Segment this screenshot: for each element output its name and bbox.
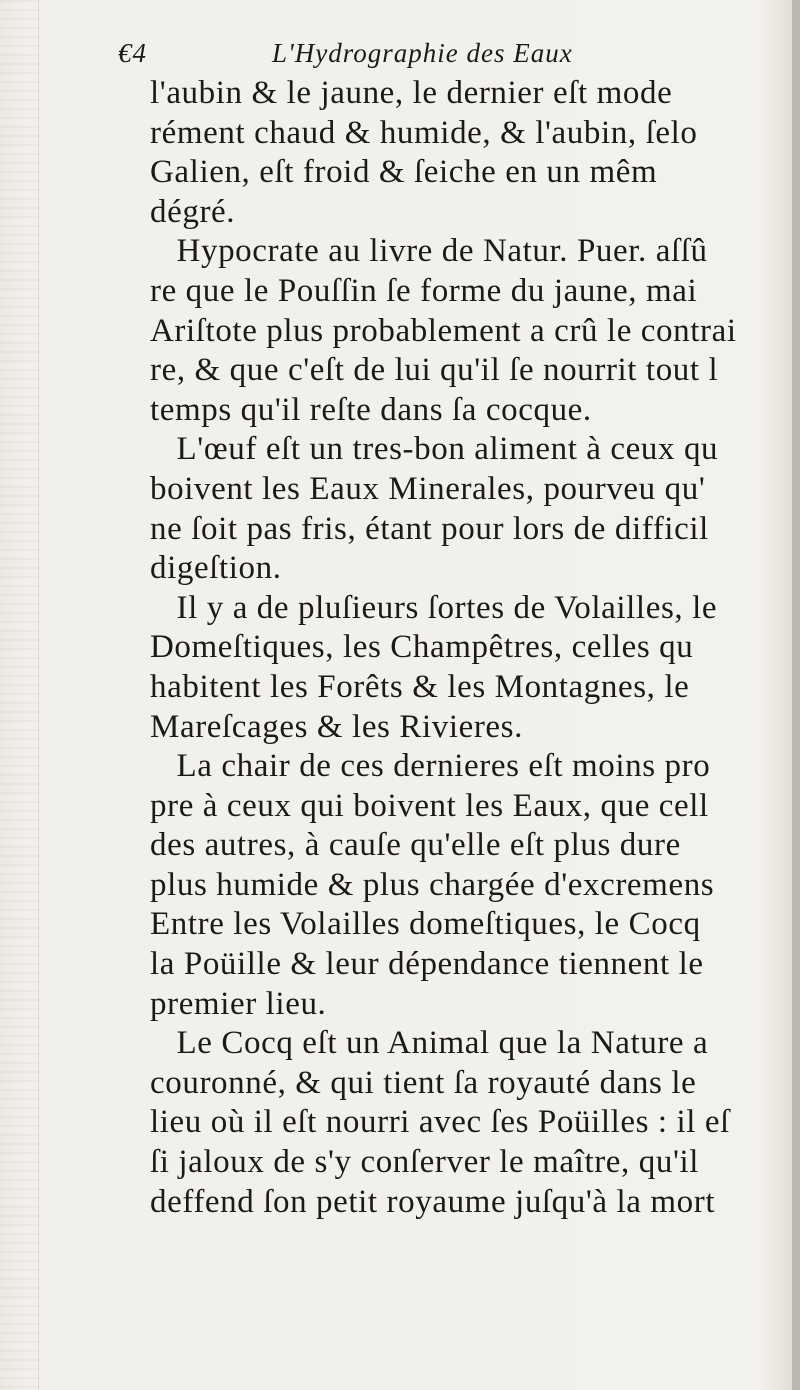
text-line: dégré. (150, 193, 236, 230)
text-line: Ariſtote plus probablement a crû le contrai (150, 312, 737, 349)
text-line: couronné, & qui tient ſa royauté dans le (150, 1064, 697, 1101)
text-line: Il y a de pluſieurs ſortes de Volailles, le (150, 589, 718, 626)
text-line: l'aubin & le jaune, le dernier eſt mode (150, 75, 673, 111)
text-line: plus humide & plus chargée d'excremens (150, 866, 715, 903)
text-line: habitent les Forêts & les Montagnes, le (150, 668, 690, 705)
text-line: Hypocrate au livre de Natur. Puer. aſſû (150, 233, 708, 270)
text-line: ſi jaloux de s'y conſerver le maître, qu'il (150, 1144, 700, 1181)
text-line: rément chaud & humide, & l'aubin, ſelo (150, 114, 698, 151)
text-line: Entre les Volailles domeſtiques, le Cocq (150, 906, 701, 943)
text-line: L'œuf eſt un tres-bon aliment à ceux qu (150, 431, 719, 468)
running-title: L'Hydrographie des Eaux (272, 38, 573, 68)
text-line: Domeſtiques, les Champêtres, celles qu (150, 629, 694, 666)
text-line: temps qu'il reſte dans ſa cocque. (150, 391, 592, 428)
text-line: digeſtion. (150, 550, 282, 587)
text-line: pre à ceux qui boivent les Eaux, que cell (150, 787, 709, 824)
text-line: la Poüille & leur dépendance tiennent le (150, 946, 704, 983)
text-line: lieu où il eſt nourri avec ſes Poüilles : il eſ (150, 1104, 730, 1141)
text-line: La chair de ces dernieres eſt moins pro (150, 748, 711, 785)
text-line: des autres, à cauſe qu'elle eſt plus dure (150, 827, 681, 864)
binding-gutter (0, 0, 39, 1390)
text-line: Mareſcages & les Rivieres. (150, 708, 523, 745)
text-line: Le Cocq eſt un Animal que la Nature a (150, 1025, 709, 1062)
text-line: premier lieu. (150, 985, 327, 1022)
text-line: ne ſoit pas fris, étant pour lors de difficil (150, 510, 709, 547)
text-line: re, & que c'eſt de lui qu'il ſe nourrit tout l (150, 352, 719, 389)
text-line: re que le Pouſſin ſe forme du jaune, mai (150, 272, 698, 309)
text-line: deffend ſon petit royaume juſqu'à la mort (150, 1183, 716, 1220)
body-text (150, 74, 798, 1222)
text-line: boivent les Eaux Minerales, pourveu qu' (150, 470, 706, 507)
text-line: Galien, eſt froid & ſeiche en un mêm (150, 154, 658, 191)
page-header (118, 34, 678, 74)
page-number: €4 (118, 38, 147, 68)
